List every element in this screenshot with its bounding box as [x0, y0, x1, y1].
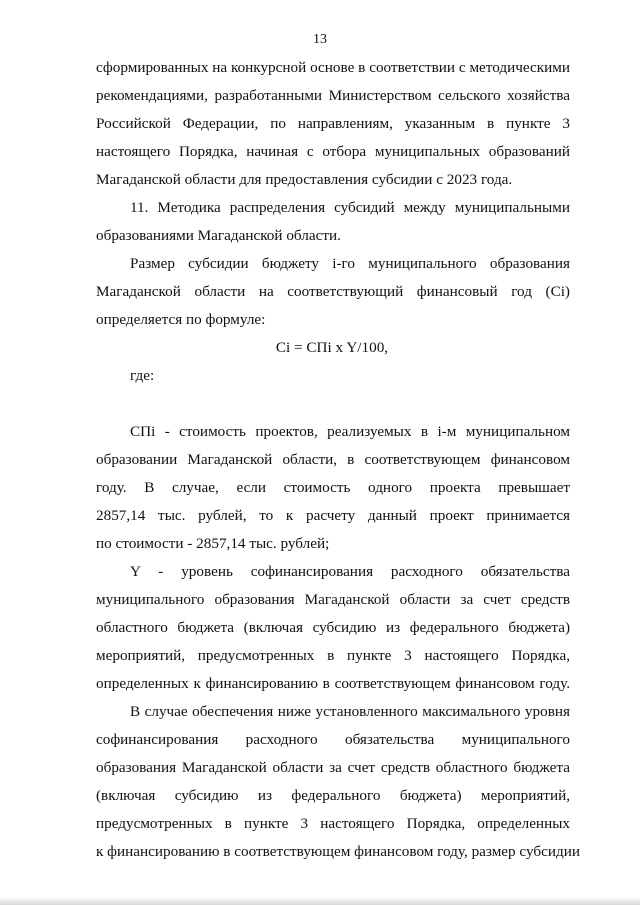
text-line: Российской Федерации, по направлениям, указанным в пункте 3 [96, 115, 570, 132]
text-line: муниципального образования Магаданской области за счет средств [96, 591, 570, 608]
text-line: образованиями Магаданской области. [96, 227, 341, 244]
text-line: мероприятий, предусмотренных в пункте 3 настоящего Порядка, [96, 647, 570, 664]
text-line: софинансирования расходного обязательства муниципального [96, 731, 570, 748]
text-line: сформированных на конкурсной основе в соответствии с методическими [96, 59, 570, 76]
text-line: Y - уровень софинансирования расходного обязательства [130, 563, 570, 580]
text-line: предусмотренных в пункте 3 настоящего Порядка, определенных [96, 815, 570, 832]
text-line: рекомендациями, разработанными Министерством сельского хозяйства [96, 87, 570, 104]
text-line: (включая субсидию из федерального бюджета) мероприятий, [96, 787, 570, 804]
where-label: где: [130, 367, 155, 384]
text-line: определяется по формуле: [96, 311, 266, 328]
text-line: В случае обеспечения ниже установленного максимального уровня [130, 703, 570, 720]
page-number: 13 [313, 32, 327, 47]
text-line: образовании Магаданской области, в соответствующем финансовом [96, 451, 570, 468]
text-line: Магаданской области для предоставления субсидии с 2023 года. [96, 171, 513, 188]
text-line: 11. Методика распределения субсидий между муниципальными [130, 199, 570, 216]
scan-edge [0, 897, 640, 905]
text-line: образования Магаданской области за счет средств областного бюджета [96, 759, 570, 776]
text-line: 2857,14 тыс. рублей, то к расчету данный проект принимается [96, 507, 570, 524]
text-line: областного бюджета (включая субсидию из федерального бюджета) [96, 619, 570, 636]
text-line: по стоимости - 2857,14 тыс. рублей; [96, 535, 330, 552]
text-line: Магаданской области на соответствующий финансовый год (Ci) [96, 283, 570, 300]
text-line: настоящего Порядка, начиная с отбора муниципальных образований [96, 143, 570, 160]
text-line: Размер субсидии бюджету i-го муниципального образования [130, 255, 570, 272]
text-line: к финансированию в соответствующем финансовом году, размер субсидии [96, 843, 580, 860]
text-line: году. В случае, если стоимость одного проекта превышает [96, 479, 570, 496]
text-line: СПi - стоимость проектов, реализуемых в i-м муниципальном [130, 423, 570, 440]
formula: Ci = СПi x Y/100, [275, 339, 389, 356]
text-line: определенных к финансированию в соответствующем финансовом году. [96, 675, 570, 692]
